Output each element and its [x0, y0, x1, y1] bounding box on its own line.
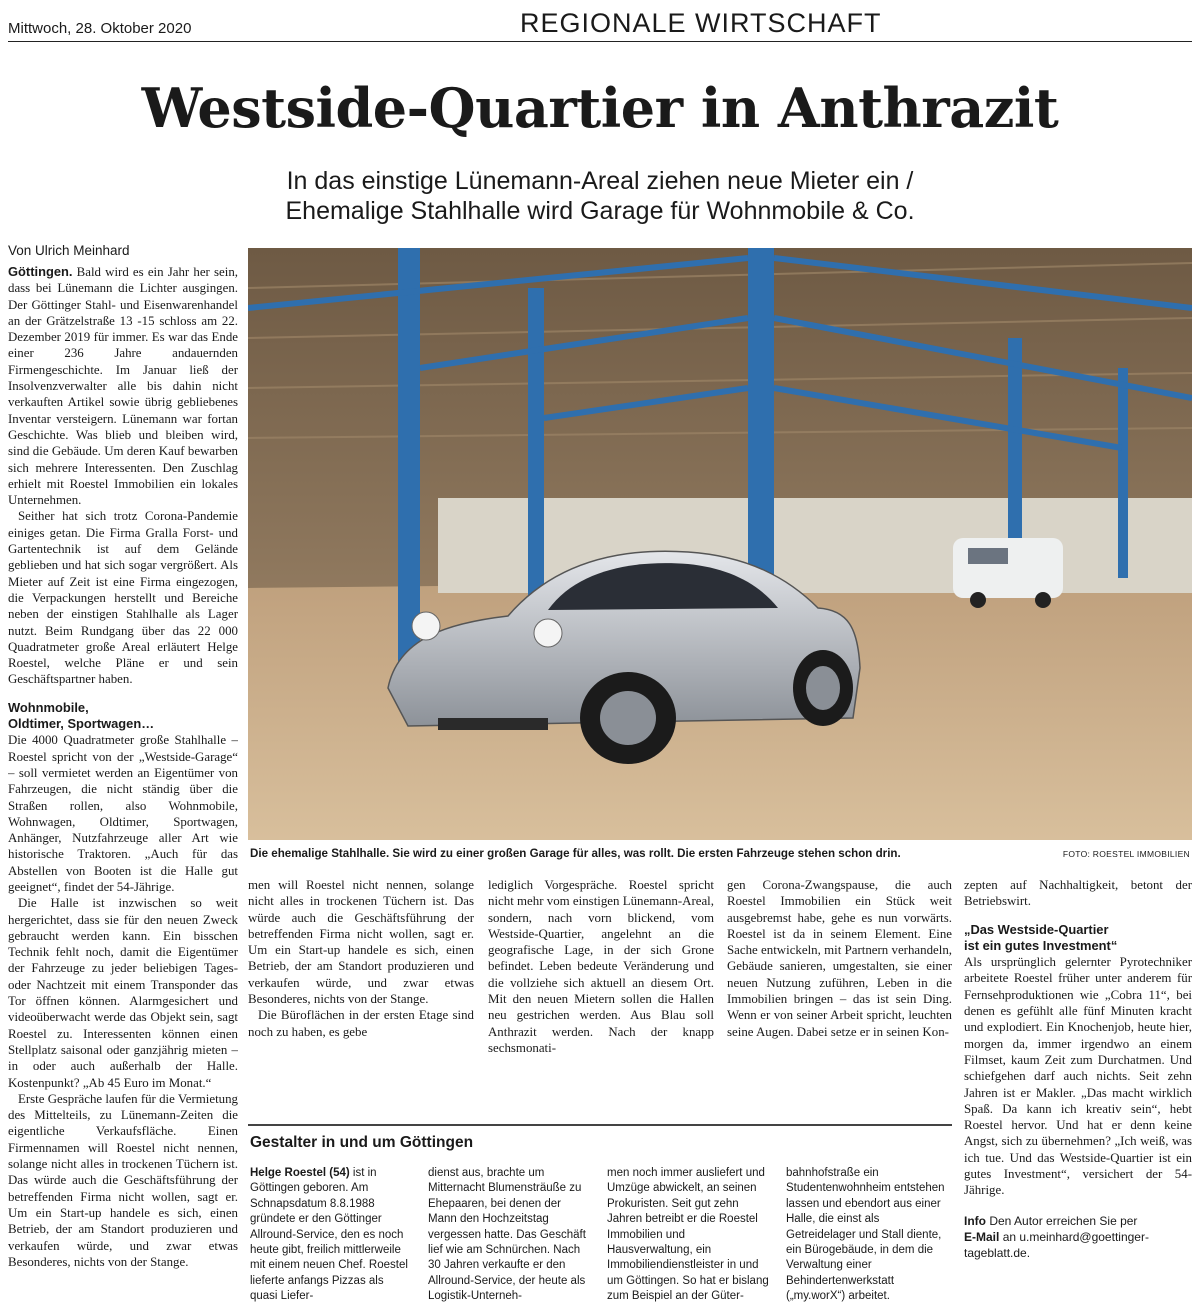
subheading-line-1: Wohnmobile, — [8, 699, 89, 715]
paragraph: Als ursprünglich gelernter Pyrotechniker arbeitete Roestel früher unter anderem für Fernsehproduktionen wie „Cobra 11“, bei denen es gefühlt alle fünf Minuten kracht und explodiert. Ein Knochenjob, heute hier, morgen da, immer irgendwo an einem Filmset, kaum Zeit zum Durchatmen. Und schiefgehen darf auch nichts. Seit zehn Jahren ist er Makler. „Das macht wirklich Spaß. Da kann ich kreativ sein“, hebt Roestel hervor. Und hat er denn keine Angst, sich zu übernehmen? „Ich weiß, was ich tue. Und das Westside-Quartier ist ein gutes Investment“, versichert der 54-Jährige. — [964, 955, 1192, 1198]
info-text: Den Autor erreichen Sie per — [989, 1213, 1138, 1228]
section-title: REGIONALE WIRTSCHAFT — [520, 8, 882, 38]
author-info — [964, 1213, 1192, 1261]
profile-box — [248, 1124, 952, 1304]
issue-date: Mittwoch, 28. Oktober 2020 — [8, 20, 192, 37]
paragraph: Die 4000 Quadratmeter große Stahlhalle – Roestel spricht von der „Westside-Garage“ – soll vermietet werden an Eigentümer von Fahrzeugen, die nicht ständig über die Straßen rollen, also Wohnmobile, Wohnwagen, Oldtimer, Sportwagen, Anhänger, Nutzfahrzeuge aller Art wie historische Traktoren. „Auch für das Abstellen von Booten ist die Halle gut geeignet“, findet der 54-Jährige. — [8, 733, 238, 894]
paragraph: Erste Gespräche laufen für die Vermietung des Mittelteils, zu Lünemann-Zeiten die eigentliche Verkaufsfläche. Einen Firmennamen will Roestel nicht nennen, solange nicht alles in trockenen Tüchern ist. Das würde auch die Geschäftsführung der betreffenden Firma nicht wollen, sagt er. Um ein Start-up handele es sich, einen Betrieb, der am Standort produzieren und verkaufen würde, und zwar etwas Besonderes, nichts von der Stange. — [8, 1091, 238, 1269]
paragraph: Die Halle ist inzwischen so weit hergerichtet, dass sie für den neuen Zweck gebraucht werden kann. Ein bisschen Technik fehlt noch, damit die Eigentümer der Fahrzeuge zu jeder beliebigen Tages- oder Nachtzeit mit einem Transponder das Tor öffnen können. Alarmgesichert und videoüberwacht werde das Objekt sein, sagt Roestel zu. Interessenten können einen Stellplatz saisonal oder ganzjährig mieten – in oder auch außerhalb der Halle. Kostenpunkt? „Ab 45 Euro im Monat.“ — [8, 896, 238, 1090]
subhead — [0, 166, 1200, 226]
article-photo — [248, 248, 1192, 840]
subheading — [964, 922, 1192, 955]
profile-column-1: Helge Roestel (54) ist in Göttingen geboren. Am Schnapsdatum 8.8.1988 gründete er den Göttinger Allround-Service, den es noch heute gibt, freilich mittlerweile mit einem neuen Chef. Roestel lieferte anfangs Pizzas als quasi Liefer- — [250, 1167, 408, 1303]
info-label: Info — [964, 1213, 986, 1228]
profile-column-2: dienst aus, brachte um Mitternacht Blumensträuße zu Ehepaaren, bei denen der Mann den Hochzeitstag vergessen hatte. Das Geschäft lief wie am Schnürchen. Nach 30 Jahren verkaufte er den Allround-Service, der heute als Logistik-Unterneh- — [428, 1167, 586, 1303]
paragraph: Die Büroflächen in der ersten Etage sind noch zu haben, es gebe — [248, 1008, 474, 1039]
subhead-line-1: In das einstige Lünemann-Areal ziehen neue Mieter ein / — [286, 167, 914, 195]
subheading-line-1: „Das Westside-Quartier — [964, 921, 1109, 937]
subheading-line-2: Oldtimer, Sportwagen… — [8, 716, 155, 732]
profile-name: Helge Roestel (54) — [250, 1167, 350, 1179]
email-label: E-Mail — [964, 1229, 1000, 1244]
paragraph-continued: men will Roestel nicht nennen, solange nicht alles in trockenen Tüchern ist. Das würde auch die Geschäftsführung der betreffenden Firma nicht wollen, sagt er. Um ein Start-up handele es sich, einen Betrieb, der am Standort produzieren und verkaufen würde, und zwar etwas Besonderes, nichts von der Stange. — [248, 878, 474, 1007]
paragraph-continued: zepten auf Nachhaltigkeit, betont der Betriebswirt. — [964, 878, 1192, 909]
page-header — [8, 6, 1192, 42]
motorhome — [953, 538, 1063, 608]
subheading — [8, 700, 238, 733]
subhead-line-2: Ehemalige Stahlhalle wird Garage für Wohnmobile & Co. — [285, 197, 915, 225]
paragraph-continued: lediglich Vorgespräche. Roestel spricht nicht mehr vom einstigen Lünemann-Areal, sondern, nach vorn blickend, vom Westside-Quartier, angelehnt an die geografische Lage, in der sich Grone befindet. Leben bedeute Veränderung und die vollziehe sich aktuell an diesem Ort. Mit den neuen Mietern sollen die Hallen neu gestrichen werden. Aus Blau soll Anthrazit werden. Nach der knapp sechsmonati- — [488, 878, 714, 1055]
byline: Von Ulrich Meinhard — [8, 243, 130, 258]
subheading-line-2: ist ein gutes Investment“ — [964, 937, 1118, 953]
article-column-1 — [8, 264, 238, 1300]
headline: Westside-Quartier in Anthrazit — [141, 76, 1059, 140]
article-column-5 — [964, 877, 1192, 1297]
paragraph-text: Bald wird es ein Jahr her sein, dass bei Lünemann die Lichter ausgingen. Der Göttinger Stahl- und Eisenwarenhandel an der Grätzelstraße 13 -15 schloss am 22. Dezember 2019 für immer. Es war das Ende einer 236 Jahre andauernden Firmengeschichte. Im Januar ließ der Insolvenzverwalter alle bis dahin nicht verkauften Artikel sowie übrig gebliebenes Inventar versteigern. Lünemann war fortan Geschichte. Was blieb und bleiben wird, sind die Gebäude. Um deren Kauf bewarben sich mehrere Interessenten. Den Zuschlag erhielt mit Roestel Immobilien ein lokales Unternehmen. — [8, 265, 238, 508]
photo-caption: Die ehemalige Stahlhalle. Sie wird zu einer großen Garage für alles, was rollt. Die ersten Fahrzeuge stehen schon drin. — [250, 847, 901, 860]
paragraph: Seither hat sich trotz Corona-Pandemie einiges getan. Die Firma Gralla Forst- und Gartentechnik ist auf dem Gelände geblieben und hat sich sogar vergrößert. Als Mieter auf Zeit ist eine Firma eingezogen, die Verpackungen herstellt und Bereiche neben der einstigen Stahlhalle als Lager nutzt. Beim Rundgang über das 22 000 Quadratmeter große Areal erläutert Helge Roestel, welche Pläne er und sein Geschäftspartner haben. — [8, 509, 238, 687]
photo-credit: FOTO: ROESTEL IMMOBILIEN — [1062, 849, 1190, 859]
email-text: an u.meinhard@goettinger-tageblatt.de. — [964, 1229, 1149, 1260]
profile-column-3: men noch immer ausliefert und Umzüge abwickelt, an seinen Prokuristen. Seit gut zehn Jahren betreibt er die Roestel Immobilien und Hausverwaltung, ein Immobiliendienstleister in und um Göttingen. So hat er bislang zum Beispiel an der Güter- — [607, 1167, 769, 1303]
profile-box-title: Gestalter in und um Göttingen — [250, 1134, 474, 1151]
profile-column-4: bahnhofstraße ein Studentenwohnheim entstehen lassen und ebendort aus einer Halle, die einst als Getreidelager und Stall diente, ein Bürogebäude, in dem die Verwaltung einer Behindertenwerkstatt („my.worX“) arbeitet. — [786, 1167, 945, 1303]
paragraph — [8, 264, 238, 508]
dateline: Göttingen. — [8, 264, 73, 279]
paragraph-continued: gen Corona-Zwangspause, die auch Roestel Immobilien ein Stück weit ausgebremst habe, gehe es nun vorwärts. Roestel ist da in seinem Element. Eine Sache entwickeln, mit Partnern verhandeln, Gebäude sanieren, umgestalten, sie einer neuen Nutzung zuführen, Leben in die Immobilien bringen – das ist sein Ding. Wenn er von seiner Arbeit spricht, leuchten seine Augen. Dabei setze er in seinen Kon- — [727, 878, 952, 1039]
hall-photo-illustration — [248, 248, 1192, 840]
